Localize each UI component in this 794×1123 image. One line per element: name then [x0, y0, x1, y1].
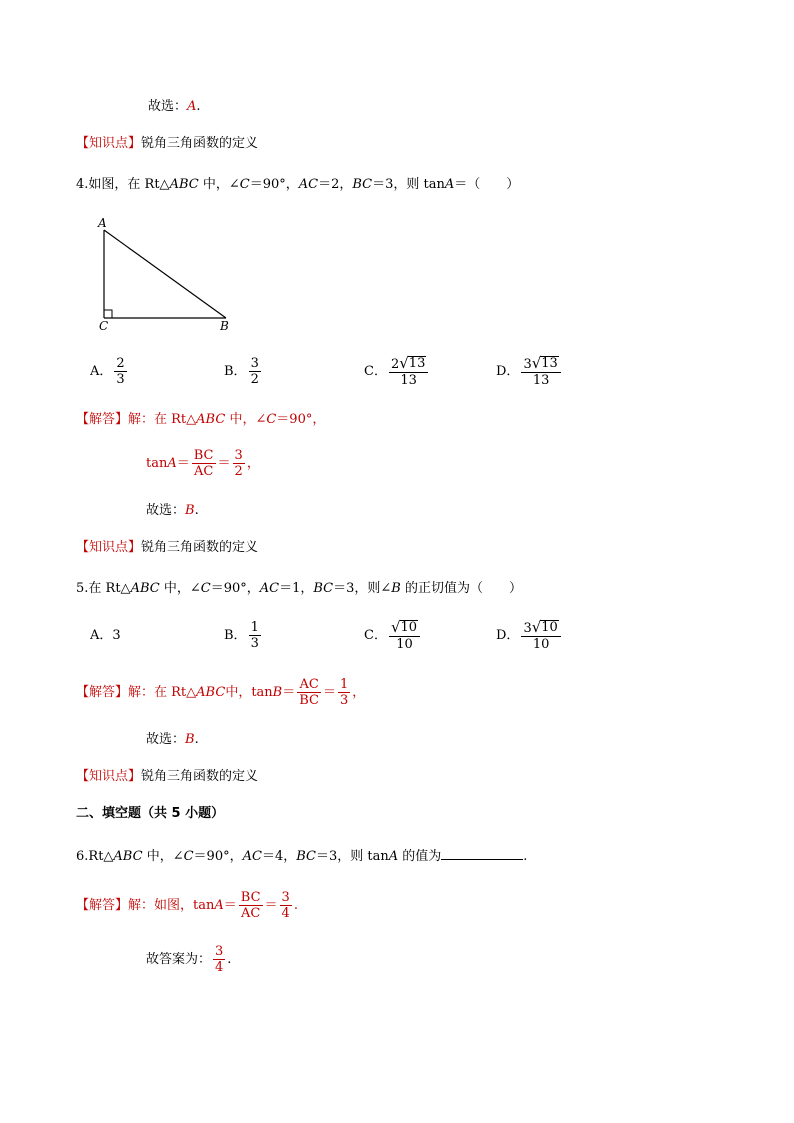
stem-var: A — [388, 849, 399, 864]
comma: ， — [246, 455, 260, 471]
stem-text: 的正切值为（ ） — [400, 581, 522, 596]
label-a: A — [98, 216, 107, 230]
solution-text: 解：如图，tan — [128, 897, 215, 913]
numerator — [521, 356, 560, 373]
solution-text: 解：在 Rt△ — [128, 684, 197, 700]
radicand: 13 — [408, 356, 426, 371]
stem-text: 中，∠ — [142, 849, 184, 864]
q5-option-d[interactable] — [496, 620, 563, 652]
option-letter: B． — [224, 363, 247, 379]
denominator: 2 — [250, 372, 259, 387]
numerator: AC — [299, 677, 319, 692]
section-title: 二、填空题（共 5 小题） — [76, 806, 225, 821]
option-fraction — [521, 620, 560, 652]
q5-option-a[interactable] — [90, 627, 121, 645]
denominator: 13 — [400, 373, 417, 388]
stem-var: C — [200, 581, 211, 596]
option-letter: D． — [496, 628, 520, 643]
sqrt-sign: √ 10 — [390, 618, 418, 636]
solution-var: B — [272, 684, 283, 700]
choose-label: 故选： — [146, 732, 186, 747]
period: . — [194, 503, 199, 518]
final-fraction — [213, 944, 225, 975]
knowledge-tag: 【知识点】 — [76, 136, 142, 151]
stem-text: ＝90°， — [210, 581, 260, 596]
option-letter: D． — [496, 364, 520, 379]
option-letter: B． — [224, 627, 247, 643]
right-angle-mark — [104, 310, 112, 318]
q5-knowledge-line — [76, 768, 258, 786]
knowledge-tag: 【知识点】 — [76, 769, 142, 784]
comma: ， — [352, 684, 366, 700]
tan-label: tan — [146, 455, 168, 471]
denominator: 3 — [340, 693, 349, 708]
denominator: 4 — [215, 960, 224, 975]
sqrt-sign: √ 13 — [399, 354, 426, 372]
numerator — [389, 356, 428, 373]
stem-var: B — [391, 581, 401, 596]
choice-answer: B — [185, 732, 195, 747]
solution-text: 中，tan — [225, 684, 273, 700]
final-label: 故答案为： — [146, 951, 212, 967]
equals: ＝ — [282, 684, 296, 700]
option-fraction — [114, 356, 126, 387]
coefficient: 3 — [523, 357, 532, 372]
radicand: 10 — [400, 620, 418, 635]
radicand: 13 — [541, 356, 558, 371]
choice-answer: B — [185, 503, 195, 518]
stem-var: BC — [352, 177, 373, 192]
q5-option-c[interactable] — [364, 620, 422, 652]
denominator: AC — [240, 906, 261, 921]
period: . — [227, 951, 232, 967]
stem-text: ＝1， — [279, 581, 314, 596]
stem-var: A — [444, 177, 455, 192]
solution-var: ABC — [196, 684, 226, 700]
equals: ＝ — [217, 455, 231, 471]
stem-text: 的值为 — [398, 849, 442, 864]
denominator: 2 — [234, 464, 243, 479]
numerator: 3 — [215, 944, 224, 959]
numerator: BC — [193, 448, 214, 463]
denominator: 4 — [281, 906, 290, 921]
denominator: 10 — [532, 637, 550, 652]
stem-text: ＝（ ） — [454, 177, 520, 192]
question-number: 4. — [76, 177, 89, 192]
q4-stem — [76, 176, 519, 194]
coefficient: 2 — [390, 357, 400, 372]
stem-text: 如图，在 Rt△ — [88, 177, 170, 192]
numerator — [521, 620, 560, 637]
stem-text: ＝90°， — [193, 849, 243, 864]
denominator: 13 — [532, 373, 550, 388]
stem-var: ABC — [169, 177, 199, 192]
stem-var: BC — [296, 849, 316, 864]
solution-text: 中，∠ — [225, 412, 267, 427]
q6-solution-line — [76, 890, 298, 921]
answer-tag: 【解答】 — [76, 412, 129, 427]
q6-final-answer — [146, 944, 231, 975]
label-b: B — [220, 319, 229, 333]
solution-var: A — [214, 897, 224, 913]
q3-choice-line — [148, 98, 201, 116]
q4-option-d[interactable] — [496, 356, 563, 388]
denominator: BC — [299, 693, 319, 708]
period: . — [293, 897, 298, 913]
side-ab — [104, 230, 226, 318]
stem-text: ＝3，则 tan — [372, 177, 445, 192]
stem-var: AC — [298, 177, 319, 192]
numerator: BC — [240, 890, 261, 905]
sqrt-sign: √ 13 — [531, 354, 558, 372]
sqrt-sign: √ 10 — [531, 618, 558, 636]
option-fraction — [249, 620, 261, 651]
choice-answer: A — [187, 99, 197, 114]
denominator: 3 — [116, 372, 125, 387]
period: . — [523, 849, 528, 864]
q4-solution-formula — [146, 448, 260, 479]
formula-fraction — [338, 677, 350, 708]
solution-var: ABC — [196, 412, 226, 427]
period: . — [194, 732, 199, 747]
knowledge-text: 锐角三角函数的定义 — [141, 540, 259, 555]
stem-var: BC — [313, 581, 334, 596]
solution-var: C — [266, 412, 277, 427]
option-fraction — [389, 356, 428, 388]
equals: ＝ — [264, 897, 278, 913]
stem-text: ＝90°， — [249, 177, 299, 192]
numerator — [389, 620, 420, 637]
q4-knowledge-line — [76, 539, 258, 557]
numerator: 1 — [250, 620, 259, 635]
triangle-figure — [90, 214, 250, 338]
stem-text: ＝2， — [318, 177, 353, 192]
stem-text: ＝3，则∠ — [333, 581, 392, 596]
option-fraction — [389, 620, 420, 652]
formula-var: A — [167, 455, 177, 471]
option-fraction — [249, 356, 261, 387]
numerator: 3 — [234, 448, 243, 463]
denominator: AC — [193, 464, 214, 479]
knowledge-text: 锐角三角函数的定义 — [141, 769, 259, 784]
q3-knowledge-line — [76, 135, 258, 153]
q5-stem — [76, 580, 522, 598]
q5-choice-line — [146, 731, 199, 749]
option-letter: A． — [90, 628, 113, 643]
coefficient: 3 — [523, 621, 532, 636]
stem-var: ABC — [130, 581, 160, 596]
stem-text: Rt△ — [88, 849, 114, 864]
choose-label: 故选： — [148, 99, 188, 114]
label-c: C — [99, 319, 109, 333]
numerator: 3 — [250, 356, 259, 371]
formula-fraction — [192, 448, 216, 479]
q5-solution-line — [76, 677, 365, 708]
option-value: 3 — [112, 628, 121, 643]
numerator: 1 — [340, 677, 349, 692]
stem-text: 中，∠ — [198, 177, 240, 192]
stem-var: AC — [259, 581, 280, 596]
solution-text: ＝90°， — [276, 412, 326, 427]
q4-option-a[interactable] — [90, 356, 129, 387]
formula-fraction — [233, 448, 245, 479]
q5-option-b[interactable] — [224, 620, 263, 651]
period: . — [196, 99, 201, 114]
formula-fraction — [239, 890, 263, 921]
q4-solution-line — [76, 411, 325, 429]
q6-stem — [76, 846, 527, 866]
stem-var: C — [183, 849, 194, 864]
solution-text: 解：在 Rt△ — [128, 412, 197, 427]
stem-var: AC — [242, 849, 262, 864]
choose-label: 故选： — [146, 503, 186, 518]
answer-tag: 【解答】 — [76, 897, 129, 913]
knowledge-tag: 【知识点】 — [76, 540, 142, 555]
stem-text: ＝4， — [261, 849, 297, 864]
stem-text: 中，∠ — [159, 581, 201, 596]
stem-text: ＝3，则 tan — [315, 849, 389, 864]
option-letter: A． — [90, 363, 113, 379]
answer-blank[interactable] — [441, 846, 523, 860]
q4-option-c[interactable] — [364, 356, 430, 388]
equals: ＝ — [323, 684, 337, 700]
denominator: 3 — [250, 636, 259, 651]
q4-option-b[interactable] — [224, 356, 263, 387]
stem-var: C — [239, 177, 250, 192]
formula-fraction — [297, 677, 321, 708]
equals: ＝ — [176, 455, 190, 471]
option-letter: C． — [364, 364, 387, 379]
answer-tag: 【解答】 — [76, 684, 129, 700]
stem-var: ABC — [113, 849, 143, 864]
question-number: 6. — [76, 849, 89, 864]
denominator: 10 — [396, 637, 413, 652]
equals: ＝ — [223, 897, 237, 913]
question-number: 5. — [76, 581, 89, 596]
radicand: 10 — [541, 620, 558, 635]
numerator: 3 — [281, 890, 290, 905]
option-letter: C． — [364, 628, 387, 643]
q4-choice-line — [146, 502, 199, 520]
numerator: 2 — [116, 356, 125, 371]
knowledge-text: 锐角三角函数的定义 — [141, 136, 259, 151]
option-fraction — [521, 356, 560, 388]
formula-fraction — [280, 890, 292, 921]
stem-text: 在 Rt△ — [88, 581, 131, 596]
